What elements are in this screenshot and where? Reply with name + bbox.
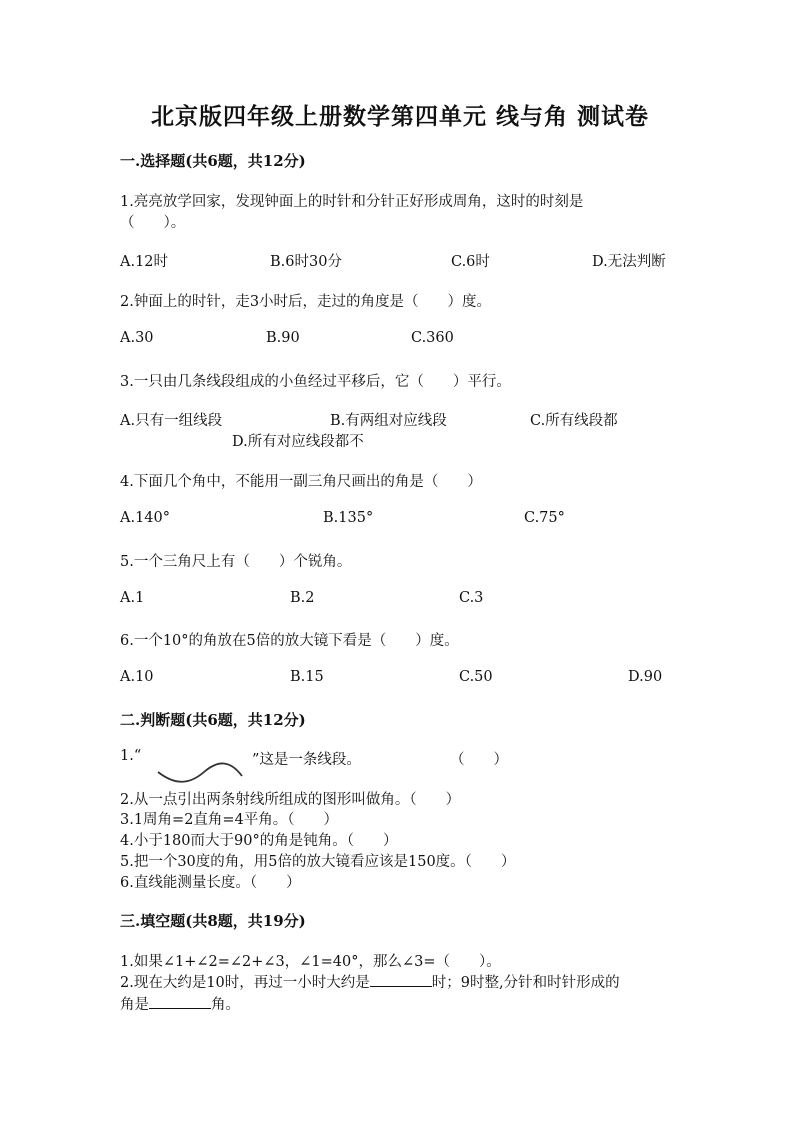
- choice-q4-option-b[interactable]: B.135°: [323, 510, 374, 526]
- fill-q1: 1.如果∠1+∠2=∠2+∠3，∠1=40°，那么∠3=（ ）。: [120, 954, 501, 970]
- choice-q5-option-a[interactable]: A.1: [120, 590, 145, 606]
- fill-q2-text-a: 2.现在大约是10时，再过一小时大约是: [120, 975, 370, 991]
- choice-q1-option-d[interactable]: D.无法判断: [592, 254, 666, 270]
- judge-q6: 6.直线能测量长度。（ ）: [120, 875, 301, 891]
- choice-q5-option-b[interactable]: B.2: [290, 590, 315, 606]
- fill-q2-text-b: 时；9时整,分针和时针形成的: [431, 975, 620, 991]
- fill-q2-line1: [120, 971, 620, 992]
- judge-q2: 2.从一点引出两条射线所组成的图形叫做角。（ ）: [120, 792, 461, 808]
- choice-q6-option-d[interactable]: D.90: [628, 669, 663, 685]
- choice-q4-option-a[interactable]: A.140°: [120, 510, 171, 526]
- page-title: 北京版四年级上册数学第四单元 线与角 测试卷: [150, 103, 649, 130]
- choice-q4-stem: 4.下面几个角中，不能用一副三角尺画出的角是（ ）: [120, 474, 482, 490]
- choice-q1-option-a[interactable]: A.12时: [120, 254, 169, 270]
- choice-q1-stem: 1.亮亮放学回家，发现钟面上的时针和分针正好形成周角，这时的时刻是: [120, 194, 584, 210]
- choice-q2-stem: 2.钟面上的时针，走3小时后，走过的角度是（ ）度。: [120, 294, 492, 310]
- choice-q3-stem: 3.一只由几条线段组成的小鱼经过平移后，它（ ）平行。: [120, 374, 511, 390]
- fill-q2-text-c: 角是: [120, 997, 149, 1013]
- judge-q1-text: ”这是一条线段。: [252, 752, 361, 768]
- judge-q3: 3.1周角=2直角=4平角。（ ）: [120, 812, 339, 828]
- choice-q5-option-c[interactable]: C.3: [459, 590, 484, 606]
- judge-q4: 4.小于180而大于90°的角是钝角。（ ）: [120, 833, 398, 849]
- fill-q2-blank-2[interactable]: [149, 994, 211, 1009]
- choice-q6-option-b[interactable]: B.15: [290, 669, 324, 685]
- choice-q3-option-a[interactable]: A.只有一组线段: [120, 413, 223, 429]
- choice-q2-option-c[interactable]: C.360: [411, 330, 454, 346]
- choice-q2-option-a[interactable]: A.30: [120, 330, 154, 346]
- fill-q2-blank-1[interactable]: [370, 972, 432, 987]
- choice-q3-option-d[interactable]: D.所有对应线段都不: [232, 434, 364, 450]
- choice-q3-option-b[interactable]: B.有两组对应线段: [330, 413, 447, 429]
- choice-q6-option-a[interactable]: A.10: [120, 669, 154, 685]
- choice-q2-option-b[interactable]: B.90: [266, 330, 300, 346]
- fill-q2-text-d: 角。: [211, 997, 240, 1013]
- choice-q3-option-c[interactable]: C.所有线段都: [530, 413, 618, 429]
- judge-q5: 5.把一个30度的角，用5倍的放大镜看应该是150度。（ ）: [120, 854, 516, 870]
- fill-q2-line2: [120, 993, 240, 1014]
- choice-q1-stem-cont: （ ）。: [120, 215, 186, 231]
- choice-q6-option-c[interactable]: C.50: [459, 669, 493, 685]
- choice-q4-option-c[interactable]: C.75°: [524, 510, 565, 526]
- choice-q6-stem: 6.一个10°的角放在5倍的放大镜下看是（ ）度。: [120, 633, 459, 649]
- choice-q1-option-b[interactable]: B.6时30分: [270, 254, 342, 270]
- choice-q1-option-c[interactable]: C.6时: [451, 254, 490, 270]
- judge-q1-prefix: 1.“: [120, 748, 142, 764]
- section-title-judge: 二.判断题(共6题，共12分): [120, 711, 306, 729]
- section-title-choice: 一.选择题(共6题，共12分): [120, 152, 306, 170]
- section-title-fill: 三.填空题(共8题，共19分): [120, 912, 306, 930]
- wavy-line-figure: [154, 758, 246, 784]
- judge-q1-answer-paren[interactable]: （ ）: [450, 752, 508, 768]
- choice-q5-stem: 5.一个三角尺上有（ ）个锐角。: [120, 554, 352, 570]
